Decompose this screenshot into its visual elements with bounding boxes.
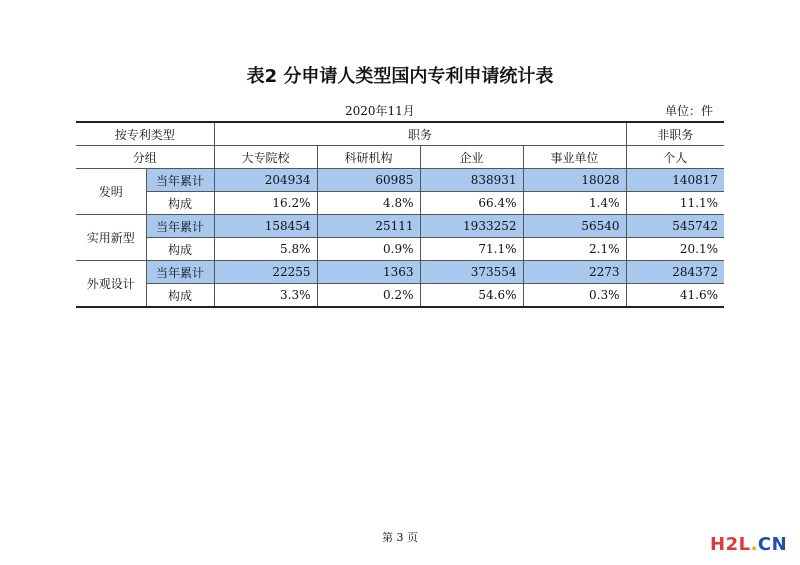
section-label-utility-model: 实用新型 [76,215,146,261]
table-cell: 60985 [317,169,420,192]
col-header-enterprise: 企业 [420,146,523,169]
row-sub-label: 当年累计 [146,169,214,192]
col-header-individual: 个人 [626,146,724,169]
table-row [76,192,724,215]
page-number: 第 3 页 [382,531,418,544]
table-cell: 4.8% [317,192,420,215]
table-cell: 140817 [626,169,724,192]
table-cell: 838931 [420,169,523,192]
table-cell: 204934 [214,169,317,192]
watermark-part: . [750,534,758,555]
group-header-bottom: 分组 [76,146,214,169]
table-cell: 1363 [317,261,420,284]
row-sub-label: 当年累计 [146,215,214,238]
row-sub-label: 构成 [146,284,214,308]
non-duty-header: 非职务 [626,122,724,146]
row-sub-label: 构成 [146,192,214,215]
table-row [76,261,724,284]
table-cell: 2273 [523,261,626,284]
table-cell: 373554 [420,261,523,284]
table-cell: 18028 [523,169,626,192]
group-header-top: 按专利类型 [76,122,214,146]
table-cell: 25111 [317,215,420,238]
section-label-design: 外观设计 [76,261,146,308]
period-label: 2020年11月 [345,104,415,118]
unit-label: 单位：件 [665,104,714,118]
table-cell: 11.1% [626,192,724,215]
table-cell: 2.1% [523,238,626,261]
table-cell: 0.9% [317,238,420,261]
table-cell: 1.4% [523,192,626,215]
table-cell: 66.4% [420,192,523,215]
table-row [76,238,724,261]
table-cell: 545742 [626,215,724,238]
header-row-2 [76,146,724,169]
table-cell: 284372 [626,261,724,284]
watermark-part: H2L [710,534,751,555]
table-row [76,169,724,192]
row-sub-label: 当年累计 [146,261,214,284]
table-cell: 158454 [214,215,317,238]
table-row [76,215,724,238]
watermark-logo [710,534,787,555]
table-title: 表2 分申请人类型国内专利申请统计表 [246,66,554,87]
row-sub-label: 构成 [146,238,214,261]
table-cell: 71.1% [420,238,523,261]
section-label-invention: 发明 [76,169,146,215]
header-row-1 [76,122,724,146]
table-cell: 16.2% [214,192,317,215]
table-cell: 20.1% [626,238,724,261]
patent-stats-table [76,121,724,308]
col-header-university: 大专院校 [214,146,317,169]
table-cell: 5.8% [214,238,317,261]
watermark-part: CN [757,534,788,555]
table-cell: 22255 [214,261,317,284]
table-cell: 1933252 [420,215,523,238]
table-cell: 0.3% [523,284,626,308]
table-cell: 3.3% [214,284,317,308]
col-header-institution: 事业单位 [523,146,626,169]
duty-header: 职务 [214,122,626,146]
table-cell: 0.2% [317,284,420,308]
table-cell: 41.6% [626,284,724,308]
col-header-research: 科研机构 [317,146,420,169]
table-row [76,284,724,308]
table-cell: 54.6% [420,284,523,308]
table-cell: 56540 [523,215,626,238]
